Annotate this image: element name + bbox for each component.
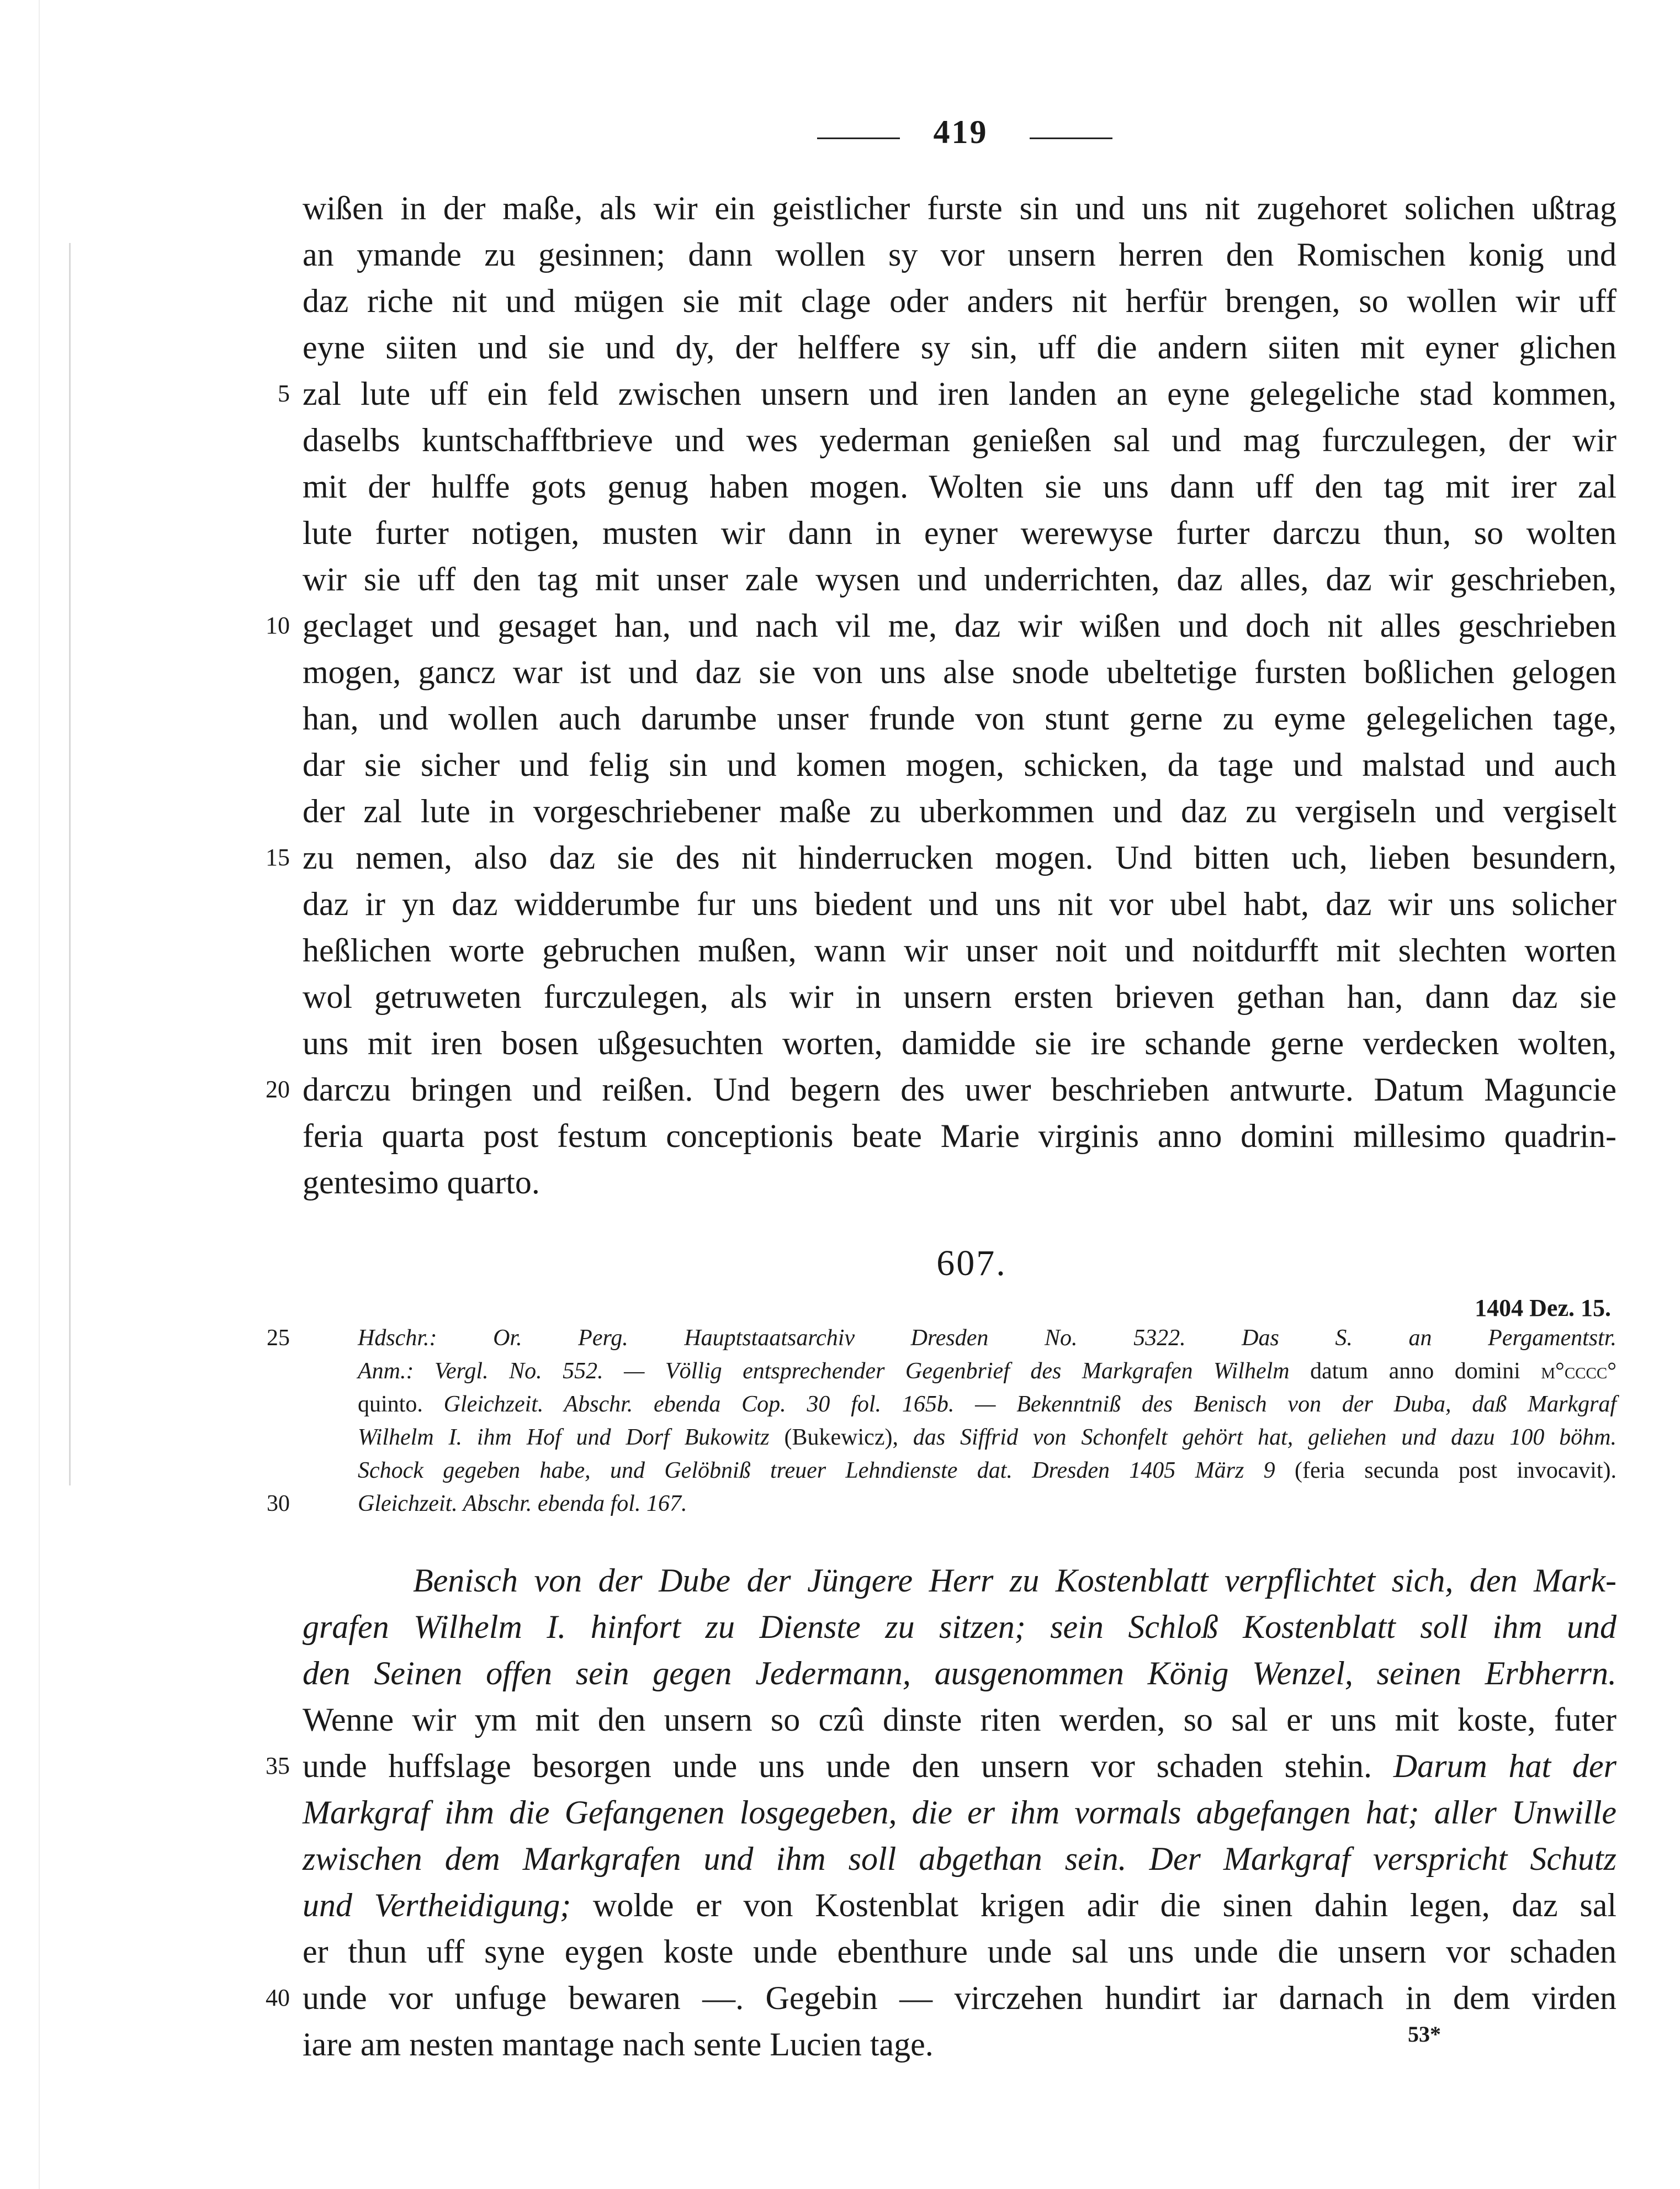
summary-line: grafen Wilhelm I. hinfort zu Dienste zu sitzen; sein Schloß Kostenblatt soll ihm und — [303, 1609, 1617, 1645]
note-text: (Bukewicz), — [784, 1425, 898, 1450]
note-text: Anm.: Vergl. No. 552. — Völlig entsprechender Gegenbrief des Markgrafen Wilhelm — [358, 1358, 1290, 1384]
line-number: 10 — [266, 612, 290, 639]
line-number: 25 — [267, 1325, 290, 1351]
line-number: 30 — [267, 1491, 290, 1516]
scan-binding-line — [69, 243, 71, 1485]
text-line: mit der hulffe gots genug haben mogen. Wolten sie uns dann uff den tag mit irer zal — [303, 468, 1617, 505]
page-header — [0, 113, 1680, 163]
sheet-signature: 53* — [1408, 2022, 1441, 2047]
summary-span: und Vertheidigung; — [303, 1887, 571, 1923]
text-line: wol getruweten furczulegen, als wir in unsern ersten brieven gethan han, dann daz sie — [303, 979, 1617, 1015]
note-text: datum anno domini — [1310, 1358, 1520, 1384]
text-line: gentesimo quarto. — [303, 1164, 540, 1201]
text-line: wißen in der maße, als wir ein geistlicher furste sin und uns nit zugehoret solichen ußtrag — [303, 190, 1617, 226]
page-number: 419 — [933, 114, 988, 150]
text-line: geclaget und gesaget han, und nach vil me, daz wir wißen und doch nit alles geschrieben — [303, 607, 1617, 644]
text-line: Wenne wir ym mit den unsern so czû dinste riten werden, so sal er uns mit koste, futer — [303, 1701, 1617, 1738]
summary-line: zwischen dem Markgrafen und ihm soll abgethan sein. Der Markgraf verspricht Schutz — [303, 1841, 1617, 1877]
text-line: lute furter notigen, musten wir dann in eyner werewyse furter darczu thun, so wolten — [303, 515, 1617, 551]
summary-span: Darum hat der — [1393, 1748, 1617, 1784]
text-span: wolde er von Kostenblat krigen adir die sinen dahin legen, daz sal — [592, 1887, 1617, 1923]
text-line: an ymande zu gesinnen; dann wollen sy vor unsern herren den Romischen konig und — [303, 236, 1617, 273]
note-text: quinto. — [358, 1392, 423, 1417]
text-line: der zal lute in vorgeschriebener maße zu uberkommen und daz zu vergiseln und vergiselt — [303, 793, 1617, 829]
text-line: mogen, gancz war ist und daz sie von uns alse snode ubeltetige fursten boßlichen gelogen — [303, 654, 1617, 690]
summary-line: Markgraf ihm die Gefangenen losgegeben, die er ihm vormals abgefangen hat; aller Unwille — [303, 1794, 1617, 1831]
note-text: Schock gegeben habe, und Gelöbniß treuer Lehndienste dat. Dresden 1405 März 9 — [358, 1458, 1275, 1483]
text-line — [303, 1743, 1617, 1789]
line-number: 15 — [266, 844, 290, 871]
scan-margin-line — [39, 0, 40, 2189]
line-number: 40 — [266, 1984, 290, 2011]
text-line: er thun uff syne eygen koste unde ebenthure unde sal uns unde die unsern vor schaden — [303, 1933, 1617, 1970]
text-line: iare am nesten mantage nach sente Lucien tage. — [303, 2026, 934, 2063]
note-line — [358, 1388, 1617, 1421]
header-rule-left — [817, 138, 900, 139]
text-line: darczu bringen und reißen. Und begern des uwer beschrieben antwurte. Datum Maguncie — [303, 1071, 1617, 1108]
note-line: Gleichzeit. Abschr. ebenda fol. 167. — [358, 1491, 687, 1516]
note-line — [358, 1355, 1617, 1388]
note-text: das Siffrid von Schonfelt gehört hat, geliehen und dazu 100 böhm. — [913, 1425, 1617, 1450]
text-line: daselbs kuntschafftbrieve und wes yederman genießen sal und mag furczulegen, der wir — [303, 422, 1617, 458]
note-text: Wilhelm I. ihm Hof und Dorf Bukowitz — [358, 1425, 770, 1450]
text-line: feria quarta post festum conceptionis beate Marie virginis anno domini millesimo quadrin- — [303, 1118, 1617, 1154]
text-line: uns mit iren bosen ußgesuchten worten, damidde sie ire schande gerne verdecken wolten, — [303, 1025, 1617, 1061]
summary-line: Benisch von der Dube der Jüngere Herr zu Kostenblatt verpflichtet sich, den Mark- — [413, 1562, 1617, 1599]
text-line: han, und wollen auch darumbe unser frunde von stunt gerne zu eyme gelegelichen tage, — [303, 700, 1617, 737]
note-line — [358, 1421, 1617, 1454]
line-number: 20 — [266, 1076, 290, 1103]
text-line: zu nemen, also daz sie des nit hinderrucken mogen. Und bitten uch, lieben besundern, — [303, 839, 1617, 876]
summary-line: den Seinen offen sein gegen Jedermann, ausgenommen König Wenzel, seinen Erbherrn. — [303, 1655, 1617, 1691]
note-line: Hdschr.: Or. Perg. Hauptstaatsarchiv Dresden No. 5322. Das S. an Pergamentstr. — [358, 1325, 1617, 1351]
text-line: wir sie uff den tag mit unser zale wysen und underrichten, daz alles, daz wir geschrieben, — [303, 561, 1617, 598]
line-number: 5 — [278, 380, 290, 407]
text-line: unde vor unfuge bewaren —. Gegebin — virczehen hundirt iar darnach in dem virden — [303, 1980, 1617, 2016]
note-line — [358, 1454, 1617, 1487]
document-date: 1404 Dez. 15. — [1475, 1294, 1611, 1321]
text-span: unde huffslage besorgen unde uns unde den unsern vor schaden stehin. — [303, 1748, 1372, 1784]
text-line: daz riche nit und mügen sie mit clage oder anders nit herfür brengen, so wollen wir uff — [303, 283, 1617, 319]
line-number: 35 — [266, 1752, 290, 1779]
note-text: (feria secunda post invocavit). — [1295, 1458, 1617, 1483]
text-line — [303, 1882, 1617, 1928]
text-line: dar sie sicher und felig sin und komen mogen, schicken, da tage und malstad und auch — [303, 747, 1617, 783]
text-line: daz ir yn daz widderumbe fur uns biedent und uns nit vor ubel habt, daz wir uns solicher — [303, 886, 1617, 922]
note-text: m°cccc° — [1541, 1358, 1617, 1384]
text-line: heßlichen worte gebruchen mußen, wann wir unser noit und noitdurfft mit slechten worten — [303, 932, 1617, 969]
note-text: Gleichzeit. Abschr. ebenda Cop. 30 fol. 165b. — Bekenntniß des Benisch von der Duba, daß Markgraf — [443, 1392, 1617, 1417]
header-rule-right — [1030, 138, 1112, 139]
text-line: eyne siiten und sie und dy, der helffere sy sin, uff die andern siiten mit eyner glichen — [303, 329, 1617, 366]
text-line: zal lute uff ein feld zwischen unsern und iren landen an eyne gelegeliche stad kommen, — [303, 376, 1617, 412]
document-number: 607. — [936, 1243, 1007, 1283]
